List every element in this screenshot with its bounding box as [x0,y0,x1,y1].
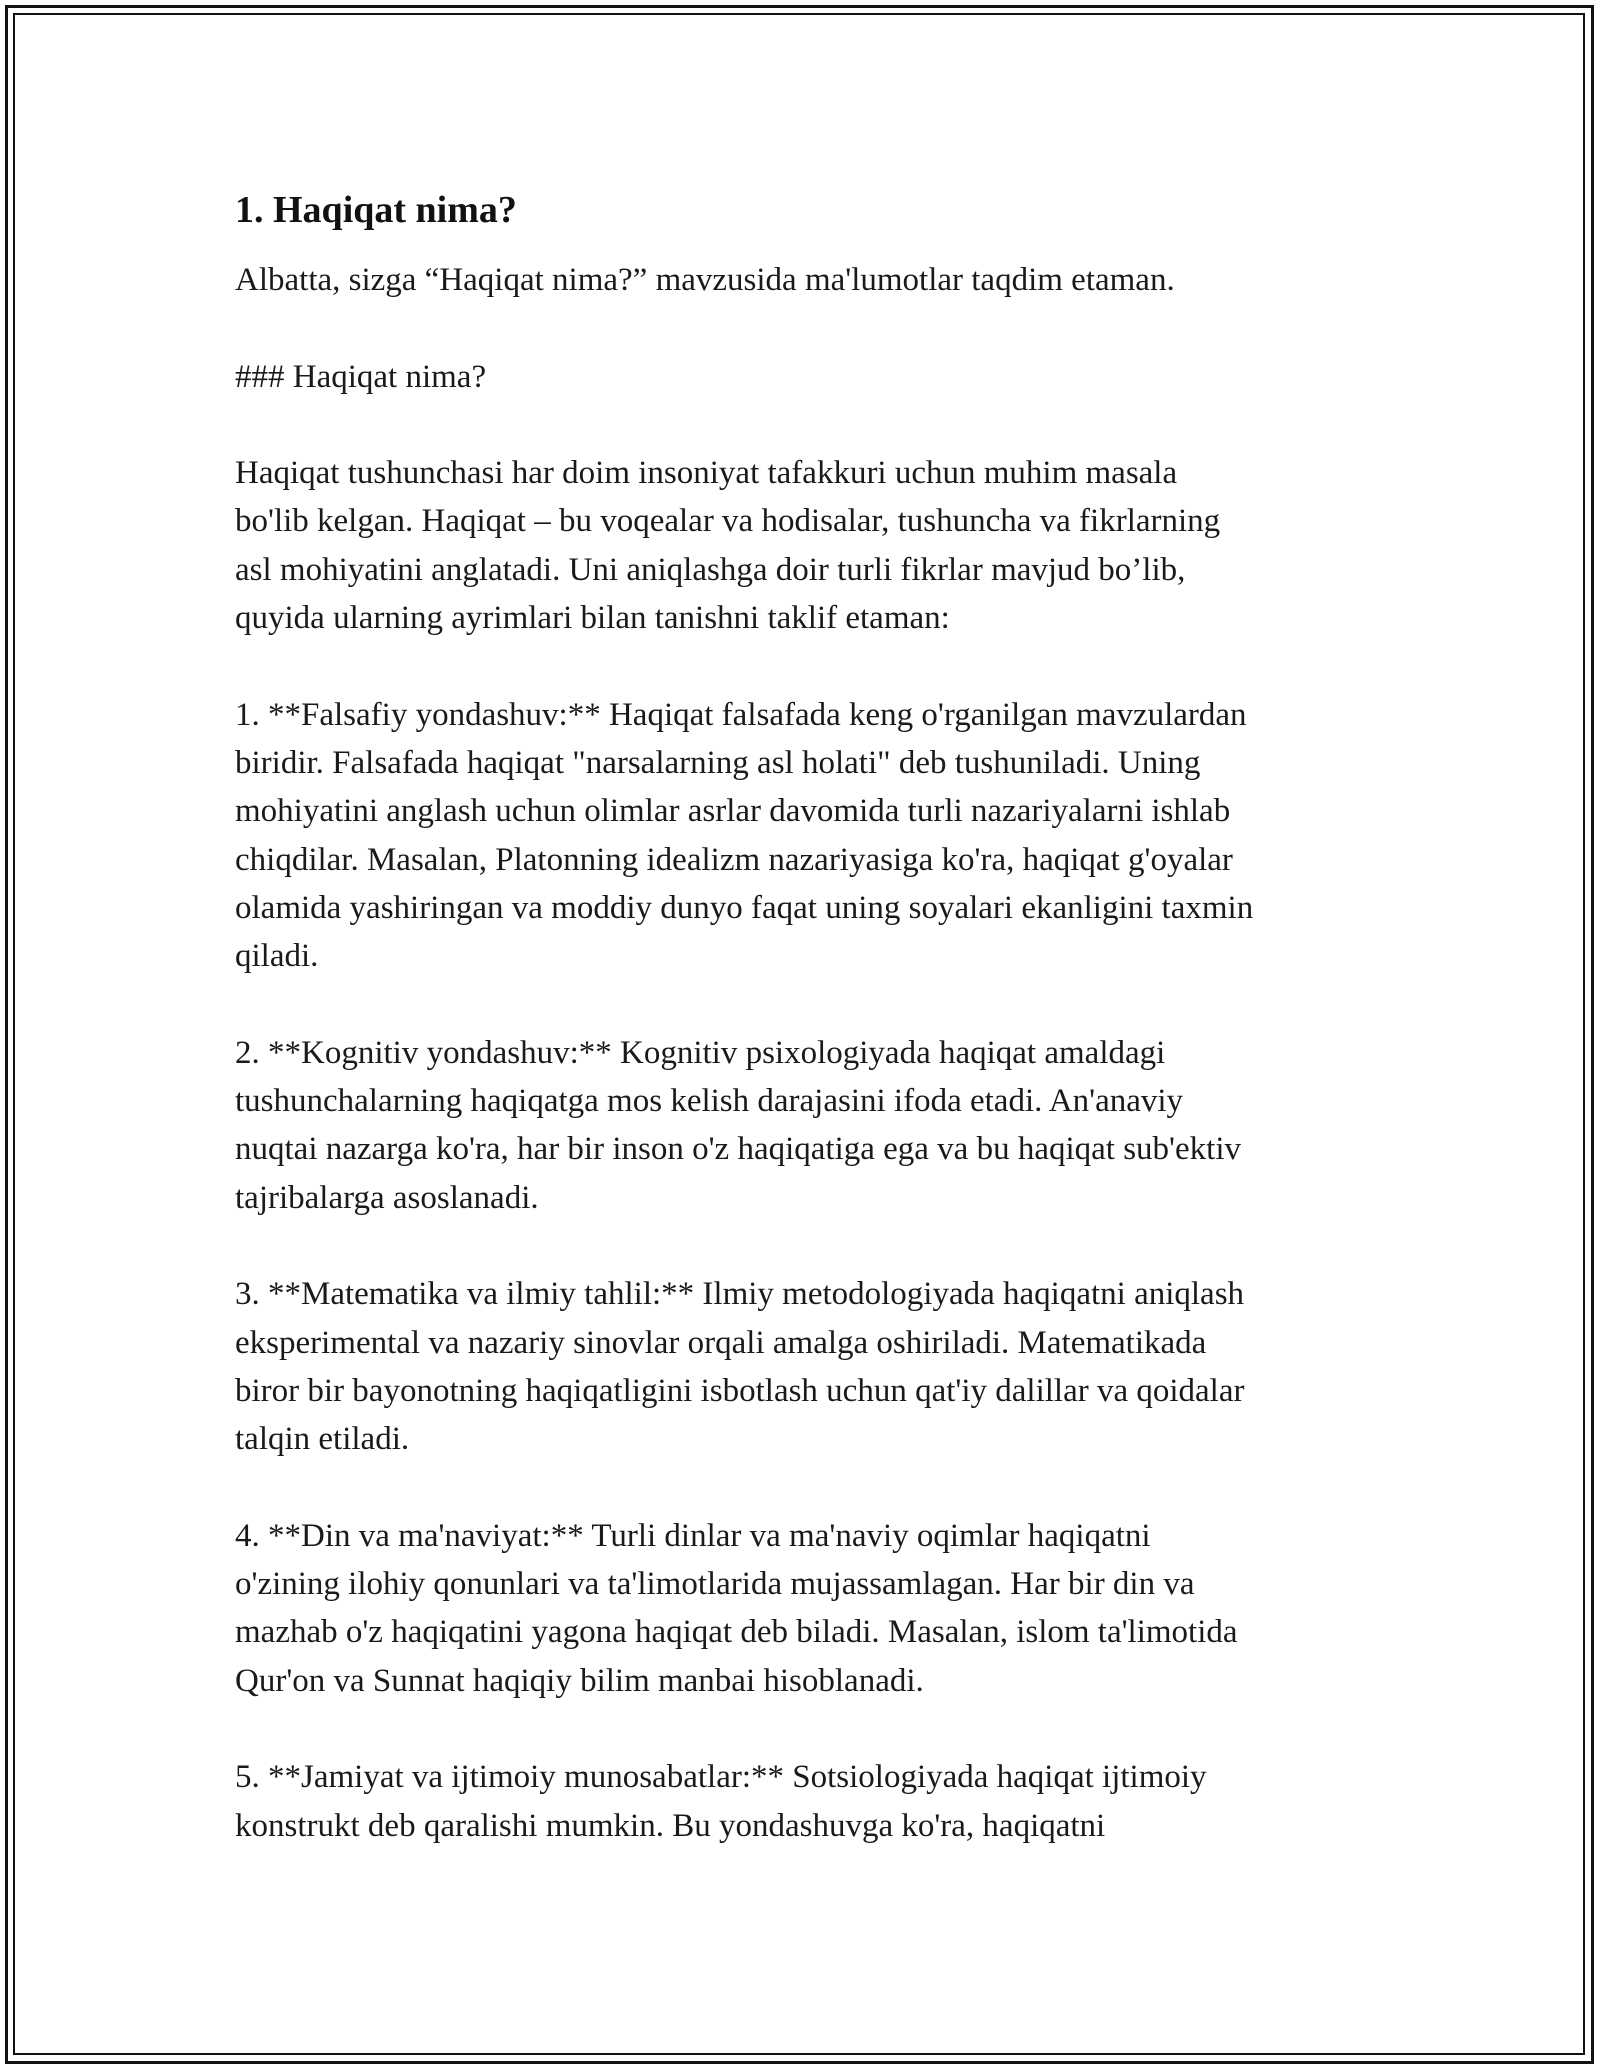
paragraph-item-3: 3. **Matematika va ilmiy tahlil:** Ilmiy metodologiyada haqiqatni aniqlash eksperimental va nazariy sinovlar orqali amalga oshiriladi. Matematikada biror bir bayonotning haqiqatligini isbotlash uchun qat'iy dalillar va qoidalar talqin etiladi. [235,1276,1245,1458]
paragraph-item-4: 4. **Din va ma'naviyat:** Turli dinlar va ma'naviy oqimlar haqiqatni o'zining ilohiy qonunlari va ta'limotlarida mujassamlagan. Har bir din va mazhab o'z haqiqatini yagona haqiqat deb biladi. Masalan, islom ta'limotida Qur'on va Sunnat haqiqiy bilim manbai hisoblanadi. [235,1517,1238,1699]
paragraph-definition: Haqiqat tushunchasi har doim insoniyat tafakkuri uchun muhim masala bo'lib kelgan. Haqiqat – bu voqealar va hodisalar, tushuncha va fikrlarning asl mohiyatini anglatadi. Uni aniqlashga doir turli fikrlar mavjud bo’lib, quyida ularning ayrimlari bilan tanishni taklif etaman: [235,455,1221,637]
paragraph-subheading: ### Haqiqat nima? [235,358,487,395]
paragraph-item-5: 5. **Jamiyat va ijtimoiy munosabatlar:** Sotsiologiyada haqiqat ijtimoiy konstrukt deb qaralishi mumkin. Bu yondashuvga ko'ra, haqiqatni [235,1759,1207,1844]
document-title: 1. Haqiqat nima? [235,189,517,231]
paragraph-intro: Albatta, sizga “Haqiqat nima?” mavzusida ma'lumotlar taqdim etaman. [235,262,1175,298]
document-body [235,186,1385,1898]
paragraph-item-1: 1. **Falsafiy yondashuv:** Haqiqat falsafada keng o'rganilgan mavzulardan biridir. Falsafada haqiqat "narsalarning asl holati" deb tushuniladi. Uning mohiyatini anglash uchun olimlar asrlar davomida turli nazariyalarni ishlab chiqdilar. Masalan, Platonning idealizm nazariyasiga ko'ra, haqiqat g'oyalar olamida yashiringan va moddiy dunyo faqat uning soyalari ekanligini taxmin qiladi. [235,696,1254,975]
paragraph-item-2: 2. **Kognitiv yondashuv:** Kognitiv psixologiyada haqiqat amaldagi tushunchalarning haqiqatga mos kelish darajasini ifoda etadi. An'anaviy nuqtai nazarga ko'ra, har bir inson o'z haqiqatiga ega va bu haqiqat sub'ektiv tajribalarga asoslanadi. [235,1034,1241,1216]
